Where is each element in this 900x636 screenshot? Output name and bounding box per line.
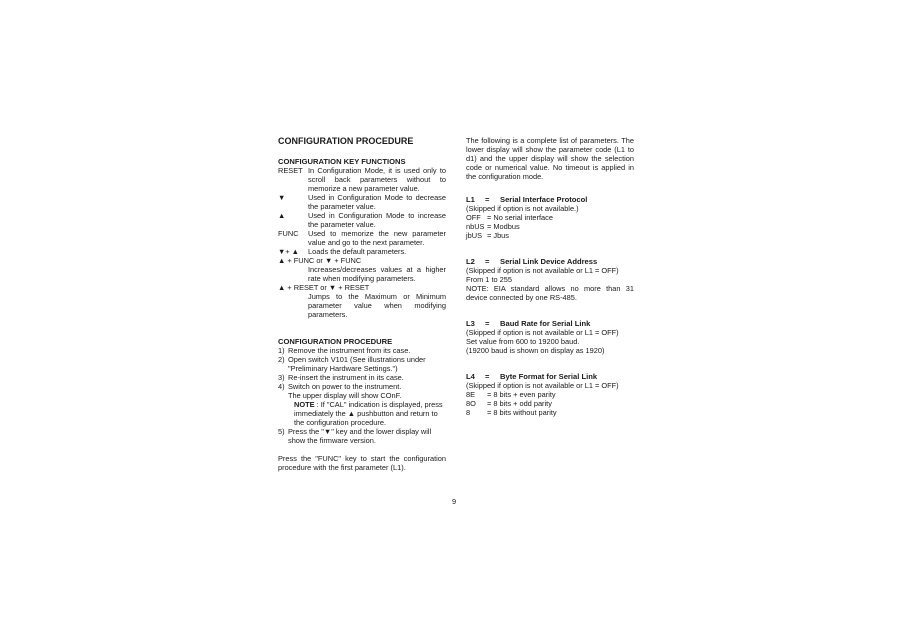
param-line: (19200 baud is shown on display as 1920) — [466, 346, 605, 355]
option-code: jbUS — [466, 231, 483, 240]
cal-note — [278, 400, 446, 427]
param-code: L4 — [466, 372, 475, 381]
option-code: 8O — [466, 399, 476, 408]
key-row-down-up — [278, 247, 446, 256]
key-row-func — [278, 229, 446, 247]
param-title: Baud Rate for Serial Link — [500, 319, 591, 328]
combo-func-label: ▲ + FUNC or ▼ + FUNC — [278, 256, 362, 265]
param-line: (Skipped if option is not available.) — [466, 204, 579, 213]
option-text: = 8 bits + odd parity — [487, 399, 552, 408]
param-l2 — [466, 257, 634, 302]
param-title: Serial Interface Protocol — [500, 195, 588, 204]
key-functions-heading: CONFIGURATION KEY FUNCTIONS — [278, 157, 406, 166]
step-3 — [278, 373, 446, 382]
combo-reset-description: Jumps to the Maximum or Minimum parameter value when modifying parameters. — [308, 292, 446, 319]
key-description: Used to memorize the new parameter value and go to the next parameter. — [308, 229, 446, 247]
step-1 — [278, 346, 446, 355]
option-row — [466, 222, 634, 231]
down-arrow-icon: ▼ — [278, 193, 286, 202]
step-number: 1) — [278, 346, 285, 355]
key-row-up — [278, 211, 446, 229]
step-text: Remove the instrument from its case. — [288, 346, 411, 355]
option-row — [466, 390, 634, 399]
param-line: NOTE: EIA standard allows no more than 31 device connected by one RS-485. — [466, 284, 634, 302]
param-title: Byte Format for Serial Link — [500, 372, 598, 381]
option-row — [466, 399, 634, 408]
key-description: Loads the default parameters. — [308, 247, 407, 256]
step-4 — [278, 382, 446, 391]
param-equals: = — [485, 257, 490, 266]
step-text: Switch on power to the instrument. — [288, 382, 402, 391]
right-column — [466, 136, 634, 417]
option-text: = 8 bits + even parity — [487, 390, 556, 399]
step-2 — [278, 355, 446, 373]
key-label: ▼+ ▲ — [278, 247, 299, 256]
key-description: Used in Configuration Mode to decrease the parameter value. — [308, 193, 446, 211]
option-code: 8E — [466, 390, 476, 399]
key-row-reset — [278, 166, 446, 193]
param-heading — [466, 195, 634, 204]
param-code: L1 — [466, 195, 475, 204]
key-row-down — [278, 193, 446, 211]
procedure-heading: CONFIGURATION PROCEDURE — [278, 337, 393, 346]
up-arrow-icon: ▲ — [278, 211, 286, 220]
key-description: In Configuration Mode, it is used only to scroll back parameters without to memorize a new parameter value. — [308, 166, 446, 193]
intro-paragraph: The following is a complete list of parameters. The lower display will show the parameter code (L1 to d1) and the upper display will show the selection code or numerical value. No timeout is applied in the configuration mode. — [466, 136, 634, 181]
option-text: = 8 bits without parity — [487, 408, 557, 417]
param-line: (Skipped if option is not available or L1 = OFF) — [466, 328, 619, 337]
param-heading — [466, 257, 634, 266]
step-text: Press the "▼" key and the lower display will show the firmware version. — [288, 427, 432, 445]
combo-reset-label: ▲ + RESET or ▼ + RESET — [278, 283, 370, 292]
param-l1 — [466, 195, 634, 240]
param-equals: = — [485, 195, 490, 204]
param-line: (Skipped if option is not available or L1 = OFF) — [466, 266, 619, 275]
option-code: 8 — [466, 408, 471, 417]
page-title: CONFIGURATION PROCEDURE — [278, 136, 414, 146]
closing-paragraph: Press the "FUNC" key to start the configuration procedure with the first parameter (L1). — [278, 454, 446, 472]
note-text: : If "CAL" indication is displayed, press immediately the ▲ pushbutton and return to the configuration procedure. — [294, 400, 443, 427]
option-text: = No serial interface — [487, 213, 553, 222]
option-text: = Modbus — [487, 222, 520, 231]
combo-func-description: Increases/decreases values at a higher rate when modifying parameters. — [308, 265, 446, 283]
page-number: 9 — [452, 497, 457, 506]
param-equals: = — [485, 319, 490, 328]
option-code: OFF — [466, 213, 481, 222]
step-text: Open switch V101 (See illustrations under "Preliminary Hardware Settings.") — [288, 355, 426, 373]
param-code: L2 — [466, 257, 475, 266]
key-label: FUNC — [278, 229, 299, 238]
step-4-subtext: The upper display will show COnF. — [288, 391, 402, 400]
step-text: Re-insert the instrument in its case. — [288, 373, 404, 382]
option-row — [466, 213, 634, 222]
param-l4 — [466, 372, 634, 417]
param-heading — [466, 319, 634, 328]
option-row — [466, 408, 634, 417]
option-text: = Jbus — [487, 231, 509, 240]
param-heading — [466, 372, 634, 381]
step-number: 2) — [278, 355, 285, 364]
step-number: 4) — [278, 382, 285, 391]
option-code: nbUS — [466, 222, 485, 231]
param-line: From 1 to 255 — [466, 275, 513, 284]
note-label: NOTE — [294, 400, 315, 409]
step-number: 3) — [278, 373, 285, 382]
step-5 — [278, 427, 446, 445]
param-l3 — [466, 319, 634, 355]
param-equals: = — [485, 372, 490, 381]
param-title: Serial Link Device Address — [500, 257, 598, 266]
key-label: RESET — [278, 166, 303, 175]
param-code: L3 — [466, 319, 475, 328]
option-row — [466, 231, 634, 240]
param-line: (Skipped if option is not available or L1 = OFF) — [466, 381, 619, 390]
left-column — [278, 136, 446, 472]
step-number: 5) — [278, 427, 285, 436]
key-description: Used in Configuration Mode to increase the parameter value. — [308, 211, 446, 229]
param-line: Set value from 600 to 19200 baud. — [466, 337, 580, 346]
